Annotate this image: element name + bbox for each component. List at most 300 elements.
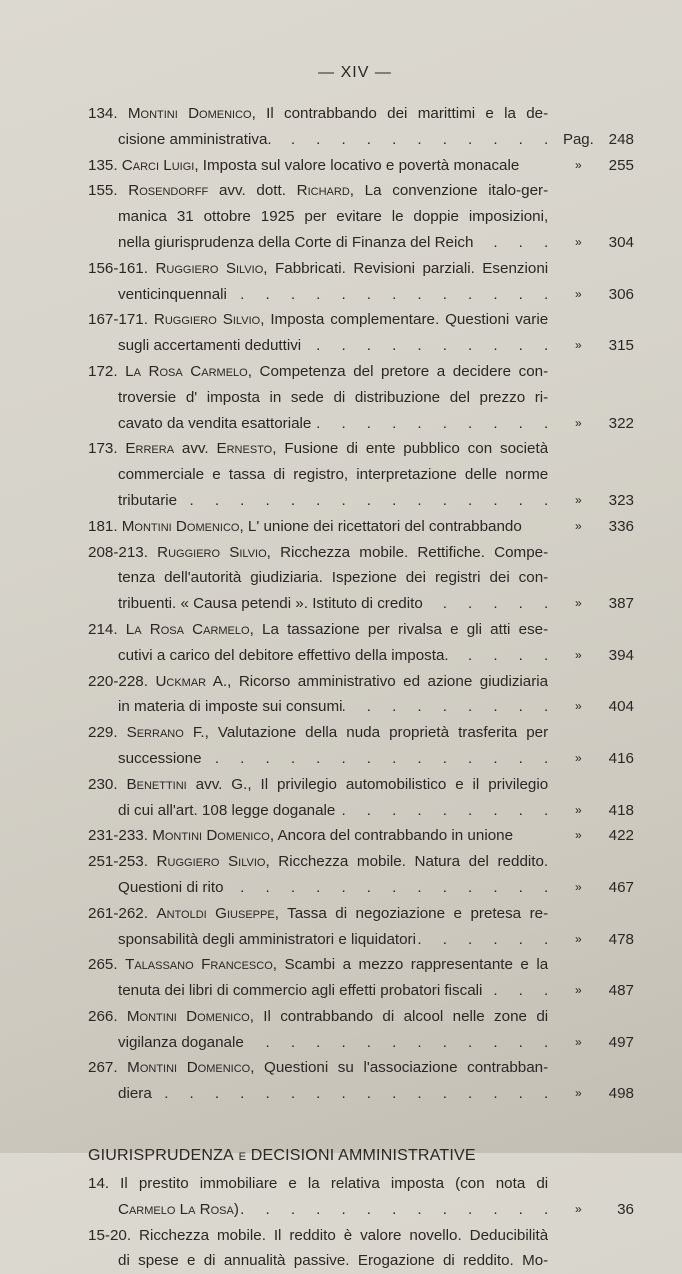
toc-entry <box>88 101 634 153</box>
entry-text-segment: 230. <box>88 775 127 793</box>
page-marker <box>548 720 600 746</box>
entry-text-segment: cutivi a carico del debitore effettivo della imposta. <box>118 646 449 664</box>
toc-entry <box>88 514 634 540</box>
entry-text-segment: 181. <box>88 517 122 535</box>
page-number <box>601 178 635 204</box>
entry-text <box>88 643 548 669</box>
entry-text-segment: , La tassazione per rivalsa e gli atti ese- <box>249 620 549 638</box>
entry-text-segment: tribuenti. « Causa petendi ». Istituto di credito <box>118 595 423 613</box>
entry-text-segment: diera <box>118 1085 152 1103</box>
page-marker: » <box>575 1034 582 1049</box>
toc-line <box>88 359 634 385</box>
entry-text <box>88 385 548 411</box>
page-marker: » <box>575 415 582 430</box>
page-number <box>601 669 635 695</box>
page-marker <box>548 1171 600 1197</box>
page-marker <box>548 1004 600 1030</box>
entry-text-segment: , Imposta complementare. Questioni varie <box>260 311 549 329</box>
section-title-part: GIURISPRUDENZA <box>88 1147 234 1165</box>
page-marker: » <box>575 286 582 301</box>
running-head: — XIV — <box>318 64 392 81</box>
page-marker <box>548 359 600 385</box>
entry-text-segment: 261-262. <box>88 904 157 922</box>
author-name: Montini Domenico <box>126 1007 250 1025</box>
author-name: Montini Domenico <box>121 517 240 535</box>
page-number <box>601 617 635 643</box>
dot-leader <box>343 694 549 720</box>
entry-text-segment: 15-20. Ricchezza mobile. Il reddito è valore novello. Deducibilità <box>88 1226 549 1244</box>
page-number: 467 <box>608 878 634 896</box>
dot-leader <box>177 488 548 514</box>
entry-text <box>88 1248 548 1274</box>
page-marker <box>548 849 600 875</box>
entry-text <box>88 746 548 772</box>
entry-text-segment: , Ricchezza mobile. Natura del reddito. <box>265 853 549 871</box>
entry-text-segment: 134. <box>88 105 128 122</box>
entry-text-segment: commerciale e tassa di registro, interpretazione delle norme <box>118 466 549 484</box>
page-number <box>601 772 635 798</box>
toc-entry <box>88 1171 634 1223</box>
author-name: La Rosa Carmelo <box>125 620 250 638</box>
toc-entry <box>88 256 634 308</box>
entry-text-segment: , La convenzione italo-ger- <box>349 182 549 200</box>
entry-text-segment: 265. <box>88 956 126 974</box>
page-number <box>601 540 635 566</box>
entry-text-segment: successione <box>118 749 202 767</box>
page-number <box>601 101 635 127</box>
page-number <box>601 720 635 746</box>
entry-text-segment: , L' unione dei ricettatori del contrabbando <box>239 517 522 535</box>
entry-text-segment: 229. <box>88 724 127 742</box>
entry-text-segment: 173. <box>88 440 126 458</box>
decision-list <box>88 1171 634 1274</box>
toc-line <box>88 101 634 127</box>
page-number: 422 <box>608 827 634 845</box>
toc-line <box>88 927 634 953</box>
page-number <box>601 462 634 488</box>
entry-text-segment: Questioni di rito <box>118 878 224 896</box>
entry-text-segment: , Competenza del pretore a decidere con- <box>247 362 549 380</box>
entry-text <box>88 978 548 1004</box>
toc-entry <box>88 178 634 255</box>
page-number: 36 <box>617 1200 634 1218</box>
entry-text <box>88 669 548 695</box>
entry-text-segment: vigilanza doganale <box>118 1033 244 1051</box>
toc-entry <box>88 823 634 849</box>
author-name: Serrano F. <box>126 724 205 742</box>
entry-text <box>88 101 548 127</box>
page-marker: » <box>575 879 582 894</box>
author-name: Uckmar A. <box>155 672 228 690</box>
toc-line <box>88 1055 634 1081</box>
page-marker: » <box>575 338 582 353</box>
entry-text <box>88 178 548 204</box>
entry-text <box>88 901 548 927</box>
entry-text-segment: 172. <box>88 362 126 380</box>
entry-text-segment: , Tassa di negoziazione e pretesa re- <box>274 904 549 922</box>
author-name: Montini Domenico <box>127 1059 251 1077</box>
entry-text-segment: , Ricchezza mobile. Rettifiche. Compe- <box>266 543 549 561</box>
entry-text <box>88 127 548 153</box>
entry-text-segment: 155. <box>88 182 129 200</box>
entry-text-segment: cavato da vendita esattoriale <box>118 414 312 432</box>
page-marker <box>548 952 600 978</box>
page-number: 478 <box>608 930 634 948</box>
entry-text-segment: in materia di imposte sui consumi <box>118 698 343 716</box>
entry-text-segment: , Valutazione della nuda proprietà trasferita per <box>204 724 549 742</box>
entry-text-segment: avv. <box>186 775 232 793</box>
entry-text <box>88 591 548 617</box>
page-number: 498 <box>608 1085 634 1103</box>
author-name: Errera <box>125 440 175 458</box>
page-number: 255 <box>608 156 634 174</box>
page-marker <box>548 617 600 643</box>
page-marker <box>548 901 600 927</box>
entry-text-segment: 156-161. <box>88 259 156 277</box>
page-number: 336 <box>608 517 634 535</box>
entry-text <box>88 875 548 901</box>
author-name: Ruggiero Silvio <box>157 543 267 561</box>
toc-entry <box>88 359 634 436</box>
toc-entry <box>88 720 634 772</box>
entry-text <box>88 694 548 720</box>
page-marker <box>548 256 600 282</box>
dot-leader <box>244 1030 548 1056</box>
author-name: Antoldi Giuseppe <box>156 904 275 922</box>
page-marker <box>548 1055 600 1081</box>
entry-text-segment: sugli accertamenti deduttivi <box>118 337 302 355</box>
entry-text-segment: tenuta dei libri di commercio agli effetti probatori fiscali <box>118 982 483 1000</box>
entry-text-segment: 220-228. <box>88 672 156 690</box>
dot-leader <box>239 1197 548 1223</box>
toc-line <box>88 333 634 359</box>
toc-line <box>88 230 634 256</box>
page-number <box>601 436 635 462</box>
page-number: 394 <box>608 646 634 664</box>
toc-line <box>88 746 634 772</box>
author-name: Ruggiero Silvio <box>155 259 264 277</box>
page-marker <box>548 307 600 333</box>
page-marker <box>548 101 600 127</box>
section-title-part: DECISIONI AMMINISTRATIVE <box>250 1147 476 1165</box>
dot-leader <box>311 411 548 437</box>
page-number <box>601 952 635 978</box>
toc-line <box>88 385 634 411</box>
toc-entry <box>88 307 634 359</box>
page-number <box>601 565 634 591</box>
entry-text-segment: 231-233. <box>88 827 153 845</box>
entry-text <box>88 359 548 385</box>
entry-text-segment: di cui all'art. 108 legge doganale <box>118 801 336 819</box>
page-number <box>601 1004 635 1030</box>
toc-line <box>88 1197 634 1223</box>
entry-text-segment: tributarie <box>118 491 178 509</box>
entry-text-segment: 251-253. <box>88 853 157 871</box>
toc-line <box>88 282 634 308</box>
toc-line <box>88 1030 634 1056</box>
dot-leader <box>335 798 548 824</box>
entry-text <box>88 1081 548 1107</box>
entry-text <box>88 952 548 978</box>
page-number <box>601 307 635 333</box>
toc-entry <box>88 1004 634 1056</box>
page-marker: » <box>575 802 582 817</box>
page-marker: » <box>575 647 582 662</box>
page-number <box>601 849 635 875</box>
entry-text-segment: 208-213. <box>88 543 158 561</box>
page-number <box>601 1223 635 1249</box>
toc-line <box>88 540 634 566</box>
page-number <box>601 256 635 282</box>
page-marker: » <box>575 983 582 998</box>
toc-entry <box>88 772 634 824</box>
toc-entry <box>88 436 634 513</box>
author-name: Carmelo La Rosa <box>118 1200 234 1218</box>
dot-leader <box>423 591 548 617</box>
page-number <box>601 359 635 385</box>
page-marker: » <box>574 828 582 843</box>
page-marker: » <box>574 518 582 533</box>
page-number <box>601 1171 635 1197</box>
entry-text-segment: 167-171. <box>88 311 154 329</box>
toc-line <box>88 901 634 927</box>
author-name: Ernesto <box>216 440 273 458</box>
entry-text <box>88 1004 548 1030</box>
toc-line <box>88 256 634 282</box>
toc-line <box>88 643 634 669</box>
page-number: 418 <box>608 801 634 819</box>
entry-text <box>88 204 548 230</box>
toc-line <box>88 153 634 179</box>
page-number <box>601 1055 635 1081</box>
entry-text <box>88 307 548 333</box>
dot-leader <box>473 230 548 256</box>
page-number: 404 <box>608 698 634 716</box>
toc-line <box>88 1223 634 1249</box>
page-marker: » <box>575 234 582 249</box>
page-marker <box>548 436 600 462</box>
author-name: Ruggiero Silvio <box>156 853 266 871</box>
toc-line <box>88 823 634 849</box>
section-title-part: e <box>233 1147 251 1165</box>
entry-text <box>88 282 548 308</box>
entry-text <box>88 153 548 179</box>
entry-text <box>88 1171 548 1197</box>
entry-text-segment: ) <box>233 1200 239 1218</box>
page-number: 387 <box>608 595 634 613</box>
entry-text <box>88 617 548 643</box>
entry-text-segment: , Scambi a mezzo rappresentante e la <box>272 956 549 974</box>
dot-leader <box>202 746 549 772</box>
toc-line <box>88 617 634 643</box>
toc-entry <box>88 1055 634 1107</box>
entry-text <box>88 798 548 824</box>
toc-line <box>88 127 634 153</box>
dot-leader <box>416 927 548 953</box>
toc-entry <box>88 952 634 1004</box>
entry-text-segment: cisione amministrativa. <box>118 130 272 148</box>
page-number <box>601 385 634 411</box>
toc-line <box>88 307 634 333</box>
page-number <box>601 901 635 927</box>
toc-line <box>88 772 634 798</box>
toc-entry <box>88 153 634 179</box>
entry-text-segment: avv. dott. <box>208 182 297 200</box>
page-marker: » <box>575 1201 582 1216</box>
toc-entry <box>88 540 634 617</box>
author-name: Montini Domenico <box>127 105 252 122</box>
entry-text <box>88 462 548 488</box>
toc-entry <box>88 901 634 953</box>
entry-text <box>88 720 548 746</box>
dot-leader <box>152 1081 548 1107</box>
entry-text-segment: , Fabbricati. Revisioni parziali. Esenzioni <box>263 259 549 277</box>
entry-text <box>88 411 548 437</box>
entry-text <box>88 256 548 282</box>
page-marker <box>548 178 600 204</box>
toc-line <box>88 1081 634 1107</box>
entry-text-segment: 14. Il prestito immobiliare e la relativa imposta (con nota di <box>88 1175 549 1193</box>
toc-line <box>88 720 634 746</box>
author-name: Ruggiero Silvio <box>153 311 261 329</box>
author-name: G. <box>231 775 248 793</box>
entry-text-segment: , Fusione di ente pubblico con società <box>272 440 549 458</box>
entry-text <box>88 927 548 953</box>
entry-text-segment: , Il contrabbando di alcool nelle zone di <box>249 1007 549 1025</box>
author-name: Talassano Francesco <box>125 956 273 974</box>
entry-text <box>88 488 548 514</box>
toc-line <box>88 952 634 978</box>
dot-leader <box>272 127 549 153</box>
entry-text-segment: 135. <box>88 156 122 174</box>
page-marker: Pag. <box>562 130 594 148</box>
article-list <box>88 101 634 1107</box>
toc-line <box>88 411 634 437</box>
page-marker: » <box>575 492 582 507</box>
entry-text-segment: , Il contrabbando dei marittimi e la de- <box>251 105 549 122</box>
page-number: 315 <box>608 337 634 355</box>
page-marker <box>548 385 600 411</box>
page-marker <box>548 462 600 488</box>
toc-line <box>88 798 634 824</box>
page-marker: » <box>575 931 582 946</box>
toc-line <box>88 849 634 875</box>
entry-text-segment: , Questioni su l'associazione contrabban- <box>250 1059 549 1077</box>
toc-line <box>88 978 634 1004</box>
section-heading <box>88 1131 634 1171</box>
entry-text <box>88 772 548 798</box>
entry-text-segment: 267. <box>88 1059 128 1077</box>
dot-leader <box>449 643 549 669</box>
dot-leader <box>482 978 548 1004</box>
entry-text-segment: , Il privilegio automobilistico e il privilegio <box>247 775 549 793</box>
entry-text <box>88 540 548 566</box>
toc-line <box>88 875 634 901</box>
page-marker <box>548 204 600 230</box>
page-number: 304 <box>608 233 634 251</box>
dot-leader <box>227 282 548 308</box>
page-marker <box>548 540 600 566</box>
page-number: 248 <box>608 130 634 148</box>
author-name: Rosendorff <box>128 182 209 200</box>
entry-text <box>88 436 548 462</box>
toc-line <box>88 514 634 540</box>
page-marker: » <box>575 1086 582 1101</box>
author-name: Richard <box>296 182 350 200</box>
toc-line <box>88 565 634 591</box>
page-number: 497 <box>608 1033 634 1051</box>
toc-entry <box>88 849 634 901</box>
page-marker <box>548 1248 600 1274</box>
entry-text-segment: nella giurisprudenza della Corte di Finanza del Reich <box>118 233 474 251</box>
toc-line <box>88 1248 634 1274</box>
page-number: 322 <box>608 414 634 432</box>
entry-text <box>88 514 548 540</box>
toc-line <box>88 1171 634 1197</box>
toc-line <box>88 178 634 204</box>
entry-text-segment: manica 31 ottobre 1925 per evitare le doppie imposizioni, <box>118 208 549 226</box>
toc-line <box>88 436 634 462</box>
toc-line <box>88 1004 634 1030</box>
page-number: 487 <box>608 982 634 1000</box>
entry-text <box>88 565 548 591</box>
entry-text <box>88 230 548 256</box>
toc-entry <box>88 617 634 669</box>
entry-text <box>88 1197 548 1223</box>
page-number: 306 <box>608 285 634 303</box>
toc-line <box>88 669 634 695</box>
dot-leader <box>301 333 548 359</box>
toc-line <box>88 462 634 488</box>
entry-text-segment: 214. <box>88 620 126 638</box>
toc-line <box>88 694 634 720</box>
entry-text-segment: , Imposta sul valore locativo e povertà monacale <box>194 156 520 174</box>
dot-leader <box>224 875 549 901</box>
entry-text <box>88 1055 548 1081</box>
entry-text-segment: , Ancora del contrabbando in unione <box>269 827 514 845</box>
page-number <box>601 204 634 230</box>
entry-text <box>88 1030 548 1056</box>
entry-text-segment: venticinquennali <box>118 285 227 303</box>
entry-text <box>88 849 548 875</box>
page-marker: » <box>575 750 582 765</box>
author-name: Benettini <box>126 775 187 793</box>
toc-line <box>88 488 634 514</box>
author-name: Montini Domenico <box>152 827 270 845</box>
page-marker <box>548 669 600 695</box>
page-number <box>601 1248 634 1274</box>
page-number: 416 <box>608 749 634 767</box>
entry-text-segment: , Ricorso amministrativo ed azione giudiziaria <box>227 672 549 690</box>
entry-text-segment: 266. <box>88 1007 127 1025</box>
table-of-contents <box>88 101 634 1274</box>
toc-line <box>88 591 634 617</box>
page-number: 323 <box>608 491 634 509</box>
page-marker: » <box>575 596 582 611</box>
author-name: Carci Luigi <box>121 156 195 174</box>
entry-text-segment: tenza dell'autorità giudiziaria. Ispezione dei registri dei con- <box>118 569 549 587</box>
entry-text-segment: di spese e di annualità passive. Erogazione di reddito. Mo- <box>118 1252 549 1270</box>
toc-entry <box>88 669 634 721</box>
entry-text <box>88 1223 548 1249</box>
author-name: La Rosa Carmelo <box>125 362 248 380</box>
toc-line <box>88 204 634 230</box>
page-marker <box>548 772 600 798</box>
page-marker <box>548 565 600 591</box>
entry-text-segment: sponsabilità degli amministratori e liquidatori <box>118 930 416 948</box>
toc-entry <box>88 1223 634 1274</box>
entry-text <box>88 823 548 849</box>
